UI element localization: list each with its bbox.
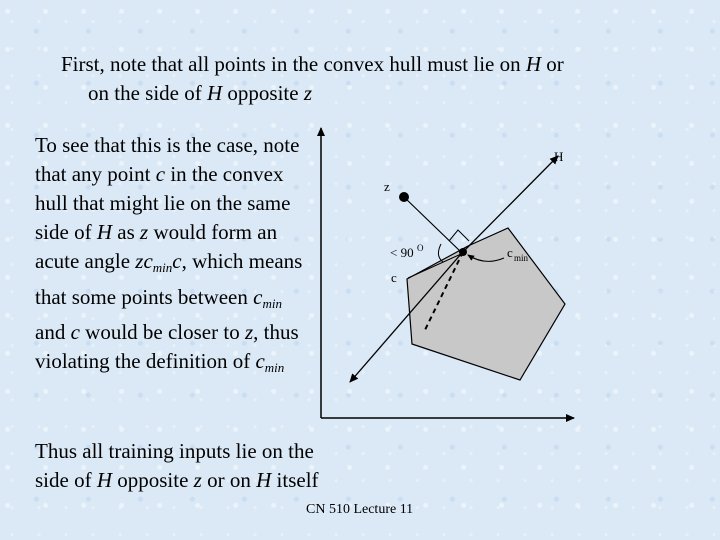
explain-text-4: would form an acute angle [35,219,278,273]
explain-text-8: , thus violating the definition of [35,320,299,374]
convex-hull-diagram [300,120,580,425]
label-cmin-sub: min [514,253,529,263]
z-symbol: z [140,219,149,244]
c-symbol-3: c [70,320,80,345]
intro-line2-text: on the side of [88,81,207,105]
intro-text [61,50,701,108]
label-z: z [384,179,390,194]
intro-line1-end: or [541,52,564,76]
cmin-subscript: min [262,295,282,311]
min-subscript: min [152,259,173,275]
conclusion-text-3: or on [201,468,257,492]
convex-hull-polygon [407,228,565,380]
h-symbol-3: H [96,468,112,492]
c-symbol: c [155,161,166,186]
explain-text-5: , which means that some points between [35,248,303,309]
explanation-paragraph [35,131,305,383]
label-h: H [554,149,564,164]
z-symbol-2: z [244,320,254,345]
right-angle-marker [449,230,469,241]
explain-text-2: in the convex hull that might lie on the same side of [35,161,291,244]
intro-h-symbol: H [525,52,542,76]
cmin-symbol: c [253,284,263,309]
label-degree: O [417,243,424,253]
point-z [399,192,409,202]
explain-text-1: To see that this is the case, note that any point [35,133,300,186]
cmin-symbol-2: c [255,349,265,374]
intro-h-symbol-2: H [206,81,223,105]
conclusion-paragraph [35,437,325,495]
z-symbol-3: z [193,468,202,492]
zc-symbol: zc [135,248,153,273]
z-to-cmin-line [404,197,461,252]
point-cmin [459,248,467,256]
explain-text-3: as [112,219,140,244]
intro-line1-text: First, note that all points in the convex hull must lie on [61,52,526,76]
cmin-subscript-2: min [264,360,285,376]
c-symbol-2: c [172,248,182,273]
intro-line2-mid: opposite [222,81,304,105]
label-c: c [391,270,397,285]
conclusion-text-1: Thus all training inputs lie on the side of [35,439,314,492]
conclusion-text-4: itself [271,468,319,492]
h-symbol-4: H [256,468,272,492]
h-symbol: H [96,219,112,244]
label-cmin: c [507,245,513,260]
label-angle: < 90 [390,245,414,260]
intro-z-symbol: z [303,81,313,105]
explain-text-6: and [35,320,71,345]
conclusion-text-2: opposite [112,468,194,492]
footer-lecture: CN 510 Lecture 11 [306,502,414,517]
explain-text-7: would be closer to [79,320,245,345]
